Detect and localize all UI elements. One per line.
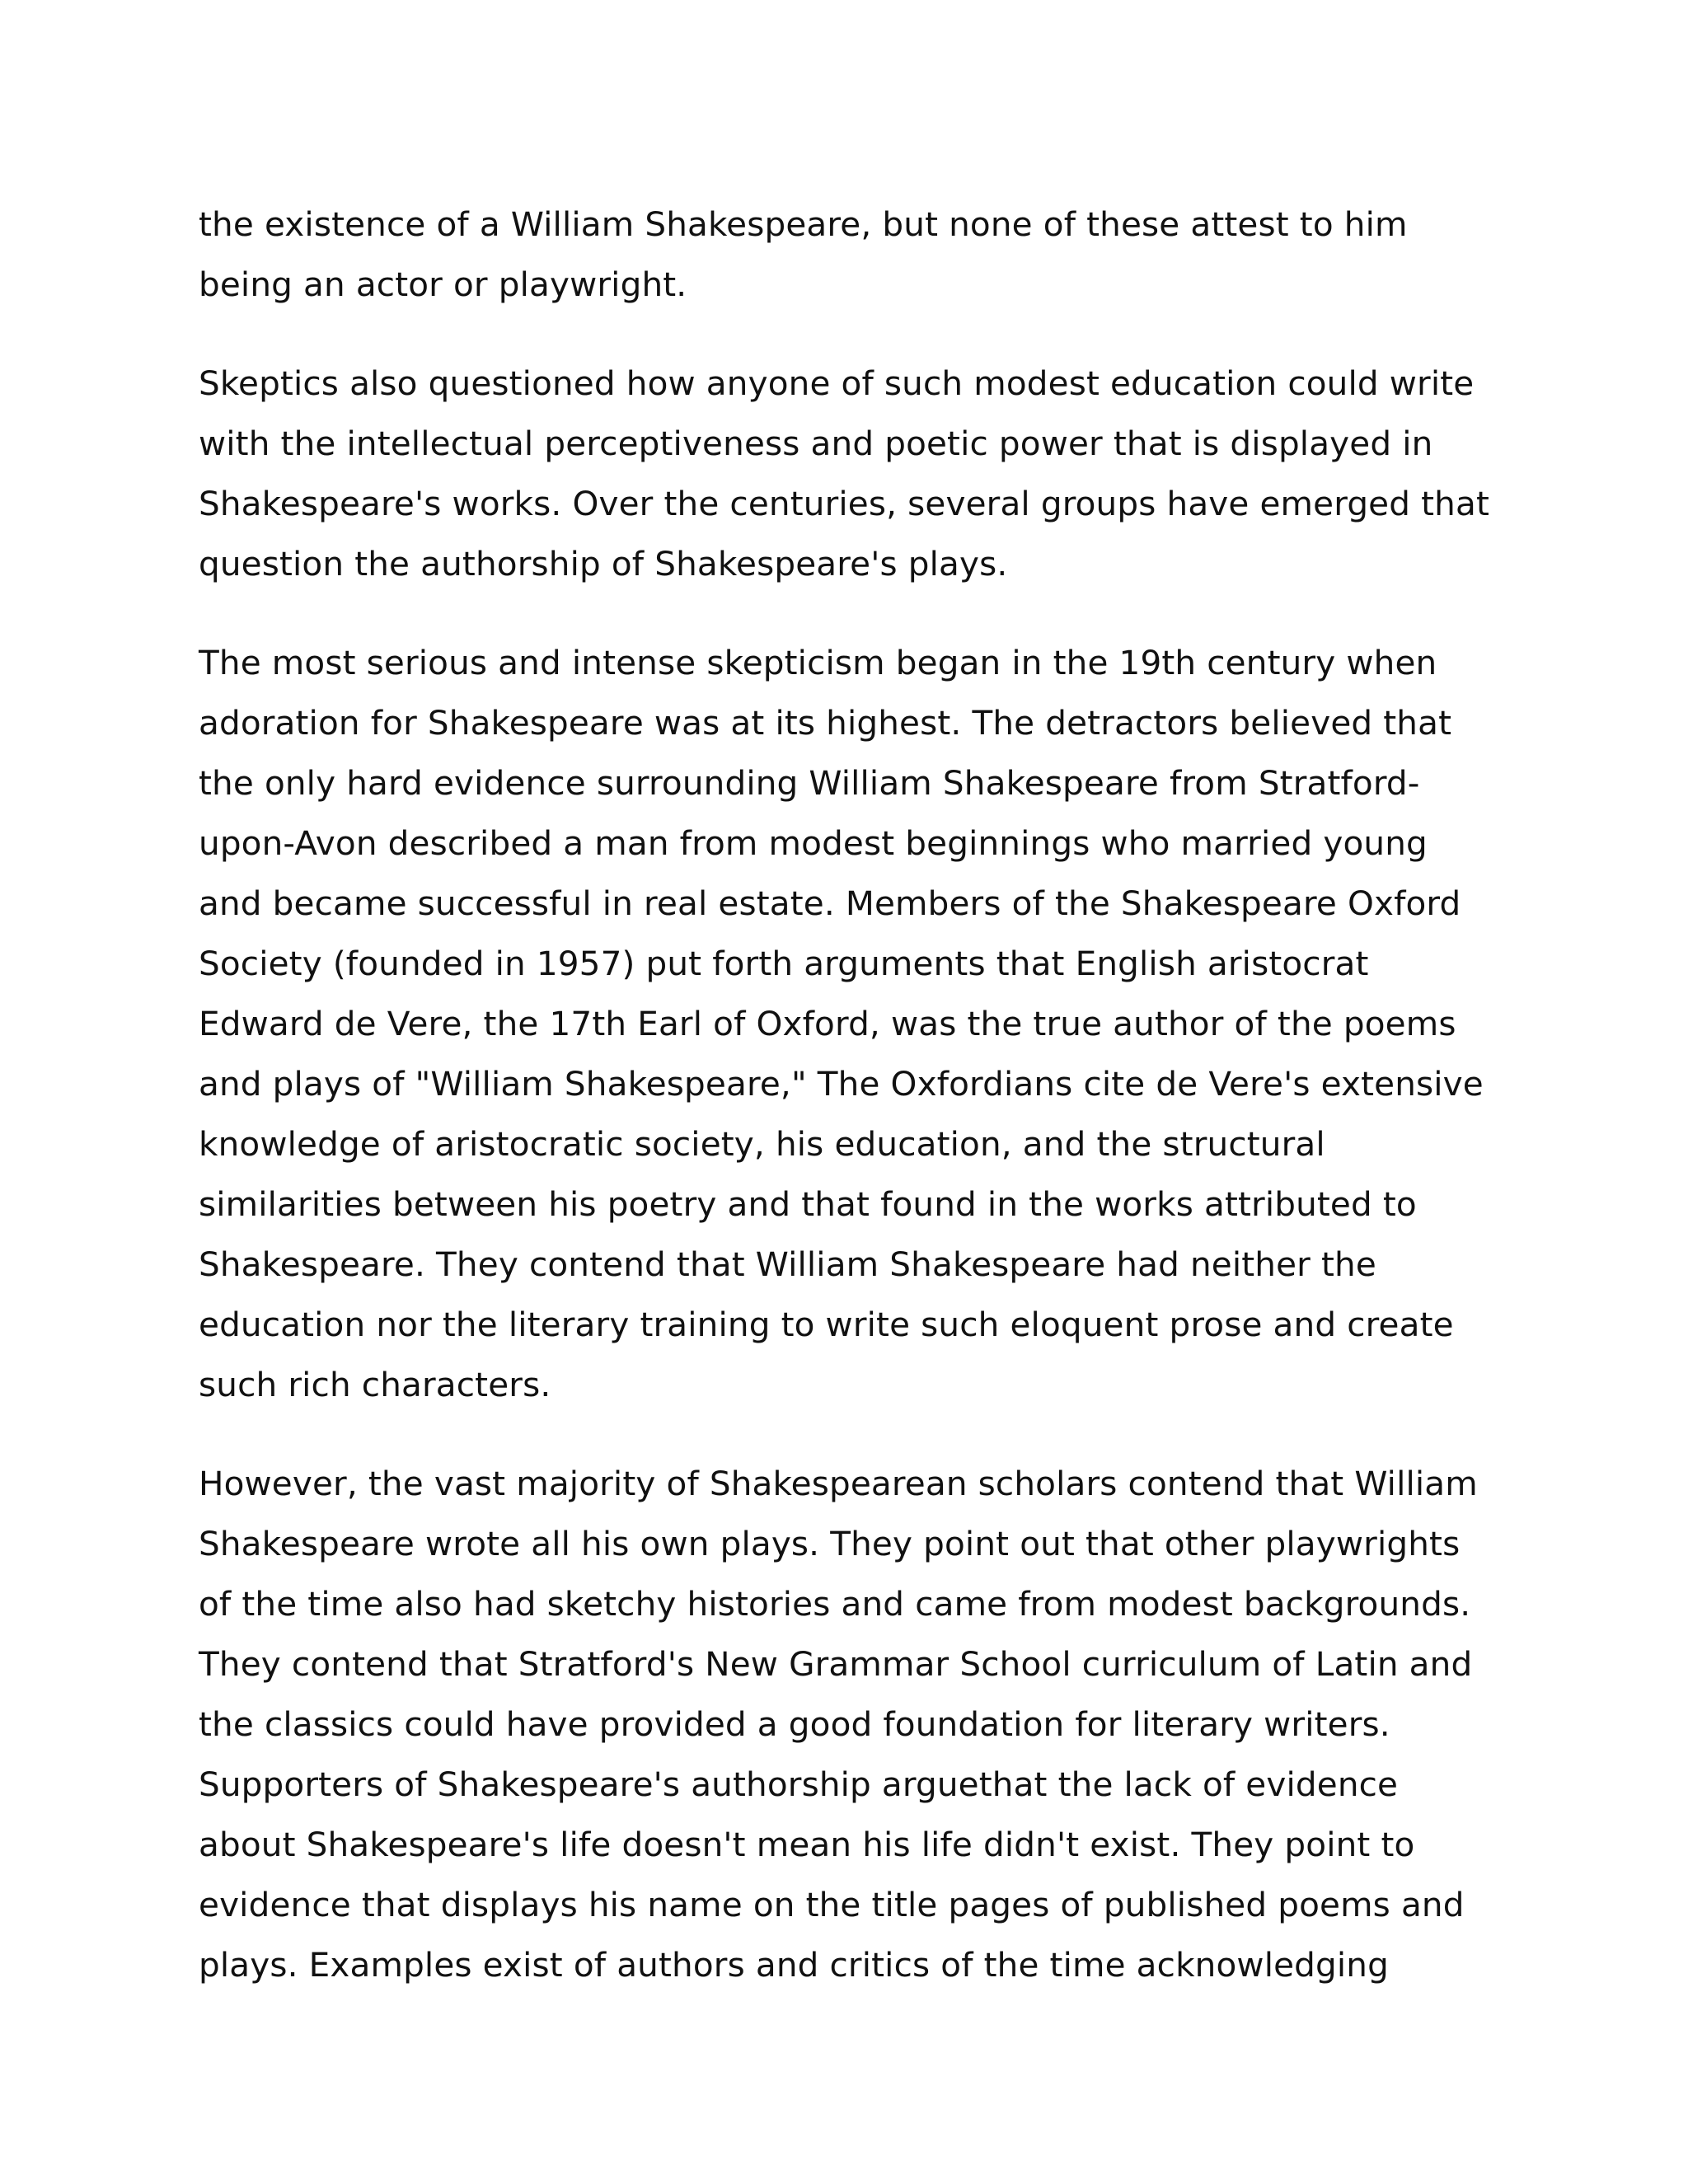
text-line: with the intellectual perceptiveness and poetic power that is displayed in: [199, 424, 1433, 463]
text-line: similarities between his poetry and that found in the works attributed to: [199, 1184, 1417, 1224]
paragraph-4: [199, 1454, 1517, 1995]
text-line: the classics could have provided a good foundation for literary writers.: [199, 1704, 1390, 1744]
text-line: Skeptics also questioned how anyone of such modest education could write: [199, 363, 1475, 403]
text-line: Society (founded in 1957) put forth arguments that English aristocrat: [199, 944, 1369, 983]
paragraph-2: [199, 354, 1517, 594]
body-text: [199, 194, 1517, 2034]
text-line: Shakespeare's works. Over the centuries, several groups have emerged that: [199, 484, 1489, 523]
text-line: and became successful in real estate. Members of the Shakespeare Oxford: [199, 883, 1461, 923]
paragraph-1: [199, 194, 1517, 315]
text-line: question the authorship of Shakespeare's plays.: [199, 544, 1008, 583]
text-line: Shakespeare. They contend that William Shakespeare had neither the: [199, 1244, 1376, 1284]
text-line: of the time also had sketchy histories and came from modest backgrounds.: [199, 1584, 1471, 1624]
text-line: the existence of a William Shakespeare, but none of these attest to him: [199, 204, 1408, 244]
text-line: Edward de Vere, the 17th Earl of Oxford, was the true author of the poems: [199, 1004, 1456, 1043]
text-line: knowledge of aristocratic society, his education, and the structural: [199, 1124, 1325, 1164]
text-line: being an actor or playwright.: [199, 265, 687, 304]
text-line: education nor the literary training to write such eloquent prose and create: [199, 1305, 1454, 1344]
text-line: evidence that displays his name on the title pages of published poems and: [199, 1885, 1465, 1924]
text-line: They contend that Stratford's New Grammar School curriculum of Latin and: [199, 1644, 1473, 1684]
text-line: Shakespeare wrote all his own plays. They point out that other playwrights: [199, 1524, 1461, 1563]
text-line: such rich characters.: [199, 1365, 551, 1404]
text-line: Supporters of Shakespeare's authorship arguethat the lack of evidence: [199, 1765, 1399, 1804]
paragraph-3: [199, 633, 1517, 1415]
text-line: The most serious and intense skepticism began in the 19th century when: [199, 643, 1437, 682]
text-line: and plays of "William Shakespeare," The Oxfordians cite de Vere's extensive: [199, 1064, 1484, 1104]
text-line: about Shakespeare's life doesn't mean his life didn't exist. They point to: [199, 1825, 1415, 1864]
text-line: adoration for Shakespeare was at its highest. The detractors believed that: [199, 703, 1452, 743]
text-line: the only hard evidence surrounding William Shakespeare from Stratford-: [199, 763, 1420, 803]
text-line: plays. Examples exist of authors and critics of the time acknowledging: [199, 1945, 1389, 1985]
text-line: However, the vast majority of Shakespearean scholars contend that William: [199, 1464, 1478, 1503]
text-line: upon-Avon described a man from modest beginnings who married young: [199, 823, 1428, 863]
